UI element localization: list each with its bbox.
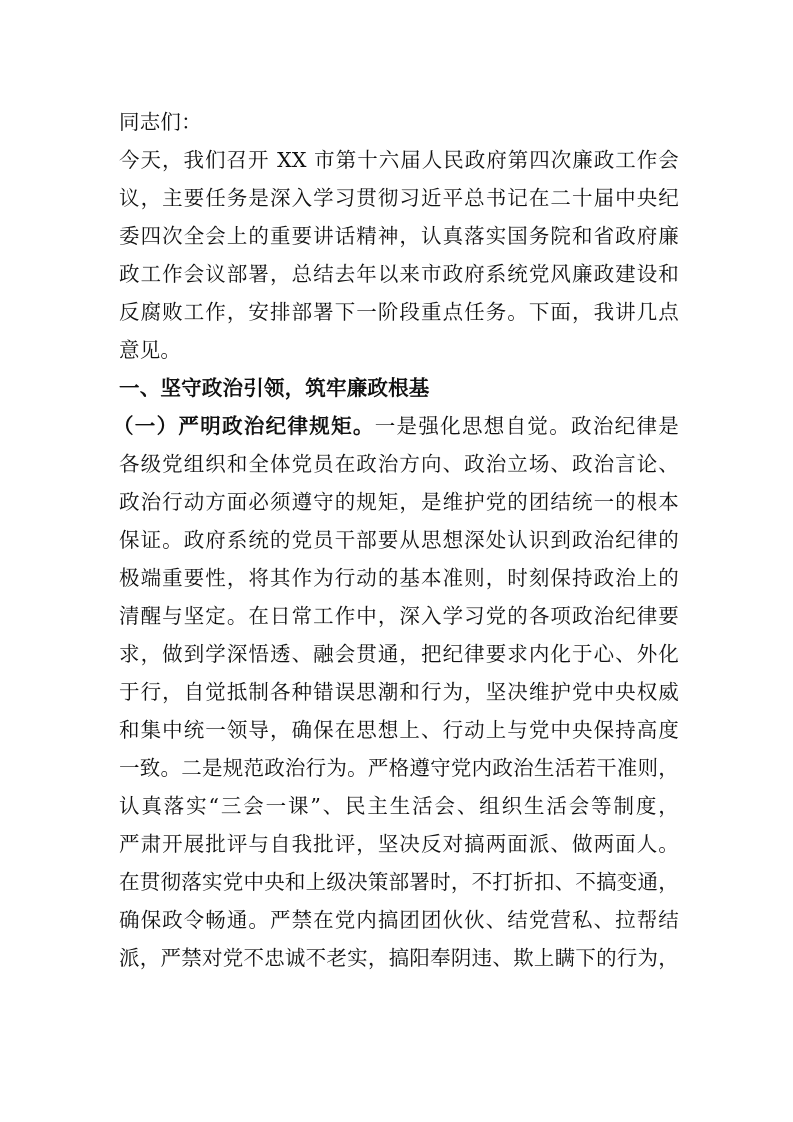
body-line: 确保政令畅通。严禁在党内搞团团伙伙、结党营私、拉帮结 — [119, 908, 679, 932]
body-line: 保证。政府系统的党员干部要从思想深处认识到政治纪律的 — [119, 528, 679, 552]
body-line: 在贯彻落实党中央和上级决策部署时，不打折扣、不搞变通， — [119, 870, 679, 894]
intro-line: 议，主要任务是深入学习贯彻习近平总书记在二十届中央纪 — [119, 186, 679, 210]
body-line: 派，严禁对党不忠诚不老实，搞阳奉阴违、欺上瞒下的行为， — [119, 946, 679, 970]
body-line: 求，做到学深悟透、融会贯通，把纪律要求内化于心、外化 — [119, 642, 679, 666]
intro-line: 意见。 — [119, 338, 182, 362]
salutation: 同志们： — [119, 110, 202, 134]
body-line: 政治行动方面必须遵守的规矩，是维护党的团结统一的根本 — [119, 490, 679, 514]
body-line: 于行，自觉抵制各种错误思潮和行为，坚决维护党中央权威 — [119, 680, 679, 704]
sub-heading: （一）严明政治纪律规矩。 — [113, 414, 375, 438]
sub-heading-line — [113, 408, 679, 444]
intro-line: 政工作会议部署，总结去年以来市政府系统党风廉政建设和 — [119, 262, 679, 286]
body-line: 严肃开展批评与自我批评，坚决反对搞两面派、做两面人。 — [119, 832, 679, 856]
body-line: 认真落实“三会一课”、民主生活会、组织生活会等制度， — [119, 794, 679, 818]
body-line: 清醒与坚定。在日常工作中，深入学习党的各项政治纪律要 — [119, 604, 679, 628]
body-line: 极端重要性，将其作为行动的基本准则，时刻保持政治上的 — [119, 566, 679, 590]
intro-line: 反腐败工作，安排部署下一阶段重点任务。下面，我讲几点 — [119, 300, 679, 324]
section-heading: 一、坚守政治引领，筑牢廉政根基 — [119, 376, 430, 400]
sub-heading-rest: 一是强化思想自觉。政治纪律是 — [374, 414, 679, 438]
body-line: 和集中统一领导，确保在思想上、行动上与党中央保持高度 — [119, 718, 679, 742]
body-line: 一致。二是规范政治行为。严格遵守党内政治生活若干准则， — [119, 756, 679, 780]
intro-line: 今天，我们召开 XX 市第十六届人民政府第四次廉政工作会 — [119, 148, 679, 172]
intro-line: 委四次全会上的重要讲话精神，认真落实国务院和省政府廉 — [119, 224, 679, 248]
body-line: 各级党组织和全体党员在政治方向、政治立场、政治言论、 — [119, 452, 679, 476]
